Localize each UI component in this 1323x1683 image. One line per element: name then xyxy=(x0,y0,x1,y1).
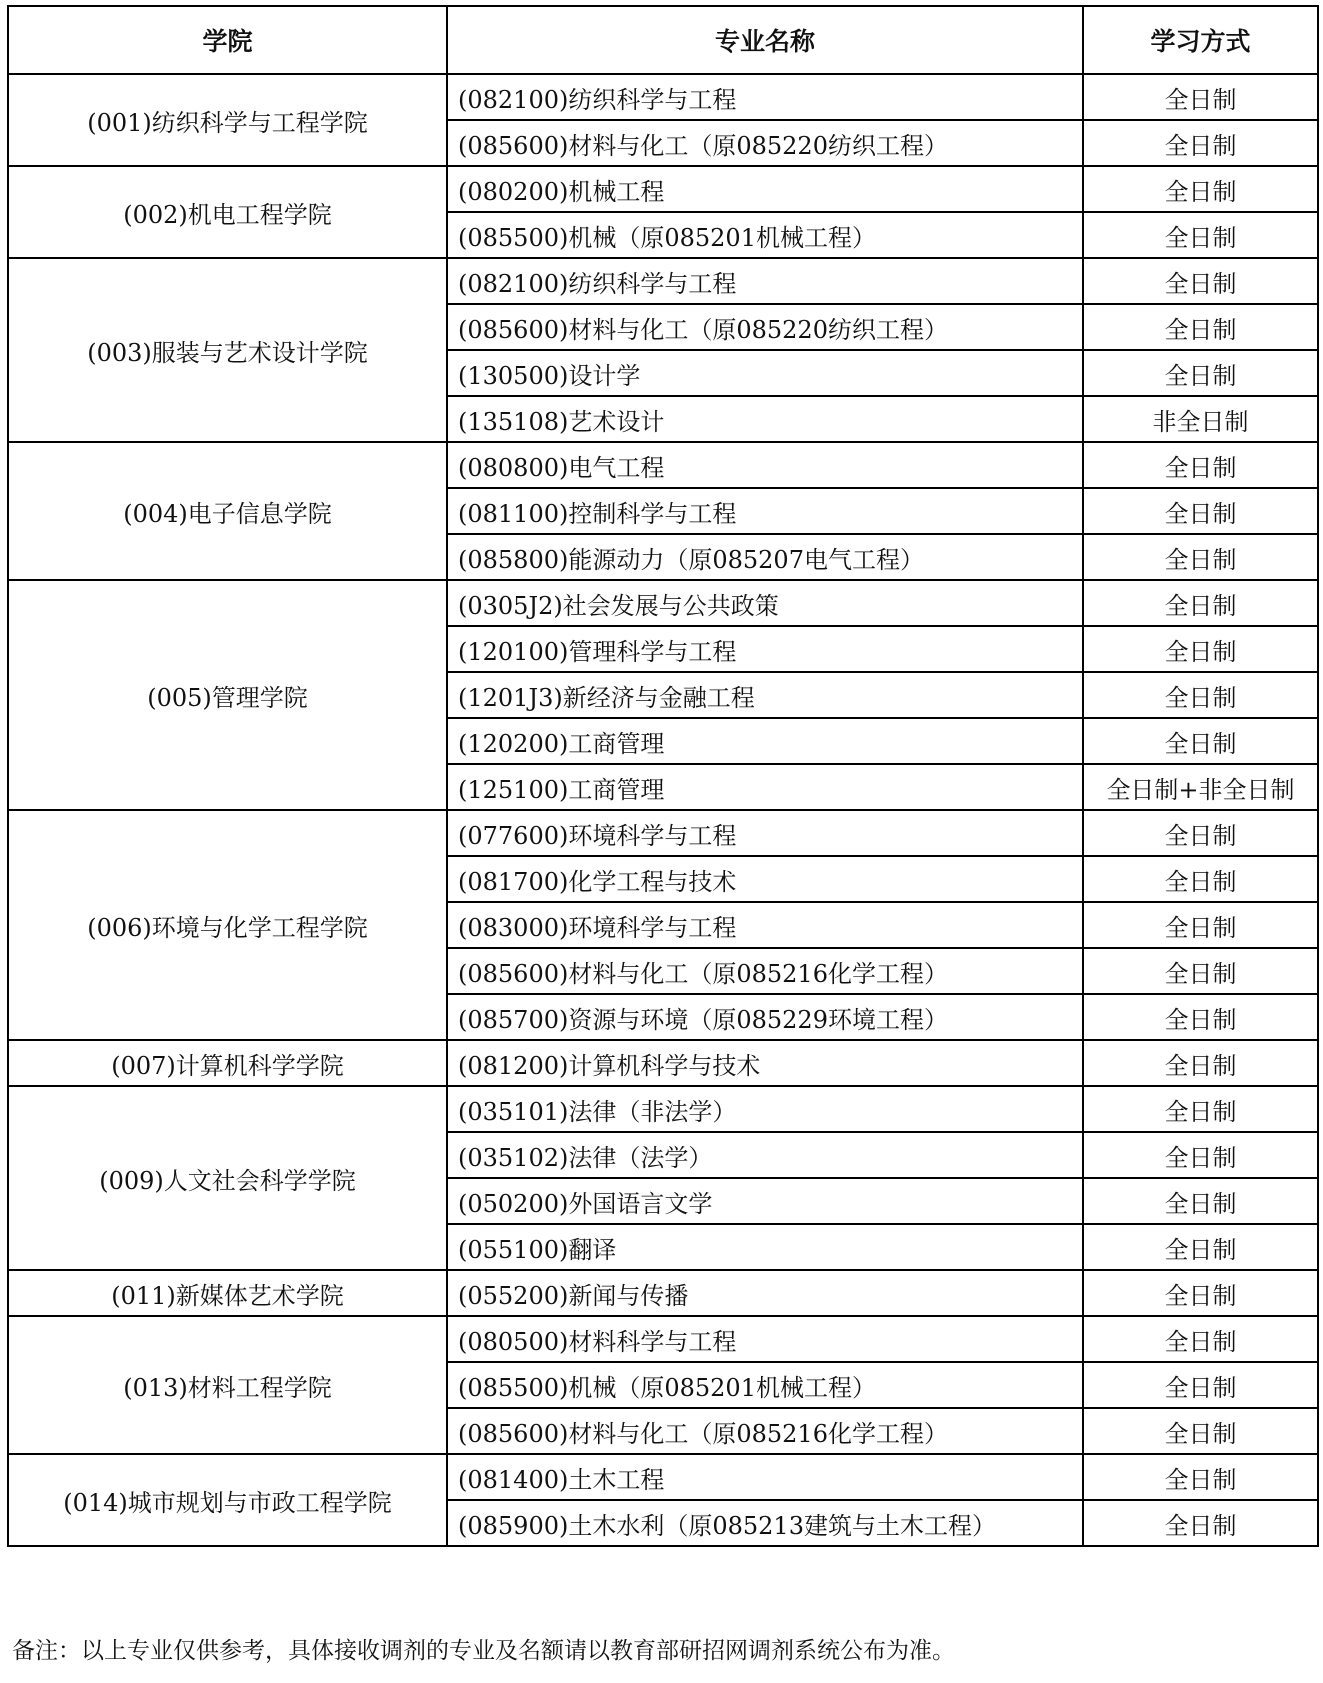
major-name: (080200)机械工程 xyxy=(447,166,1083,212)
major-name: (080800)电气工程 xyxy=(447,442,1083,488)
table-row xyxy=(8,1270,1318,1316)
study-mode: 全日制 xyxy=(1083,1224,1318,1270)
college-name: (002)机电工程学院 xyxy=(8,166,447,258)
major-name: (120100)管理科学与工程 xyxy=(447,626,1083,672)
header-college: 学院 xyxy=(8,6,447,74)
study-mode: 全日制 xyxy=(1083,856,1318,902)
study-mode: 全日制 xyxy=(1083,488,1318,534)
major-name: (035101)法律（非法学） xyxy=(447,1086,1083,1132)
study-mode: 全日制 xyxy=(1083,1408,1318,1454)
study-mode: 全日制 xyxy=(1083,810,1318,856)
table-row xyxy=(8,580,1318,626)
study-mode: 全日制 xyxy=(1083,258,1318,304)
study-mode: 全日制 xyxy=(1083,74,1318,120)
major-name: (081400)土木工程 xyxy=(447,1454,1083,1500)
major-name: (082100)纺织科学与工程 xyxy=(447,258,1083,304)
study-mode: 全日制 xyxy=(1083,1086,1318,1132)
study-mode: 全日制 xyxy=(1083,304,1318,350)
major-name: (080500)材料科学与工程 xyxy=(447,1316,1083,1362)
college-name: (004)电子信息学院 xyxy=(8,442,447,580)
college-name: (005)管理学院 xyxy=(8,580,447,810)
study-mode: 全日制 xyxy=(1083,442,1318,488)
study-mode: 全日制 xyxy=(1083,1362,1318,1408)
major-name: (085600)材料与化工（原085220纺织工程） xyxy=(447,120,1083,166)
table-row xyxy=(8,442,1318,488)
major-name: (085800)能源动力（原085207电气工程） xyxy=(447,534,1083,580)
study-mode: 全日制 xyxy=(1083,1454,1318,1500)
major-name: (050200)外国语言文学 xyxy=(447,1178,1083,1224)
study-mode: 全日制 xyxy=(1083,166,1318,212)
study-mode: 全日制 xyxy=(1083,902,1318,948)
footnote: 备注：以上专业仅供参考，具体接收调剂的专业及名额请以教育部研招网调剂系统公布为准。 xyxy=(12,1638,955,1664)
major-name: (085600)材料与化工（原085216化学工程） xyxy=(447,948,1083,994)
table-row xyxy=(8,1454,1318,1500)
study-mode: 全日制 xyxy=(1083,1270,1318,1316)
study-mode: 全日制 xyxy=(1083,1132,1318,1178)
study-mode: 全日制 xyxy=(1083,534,1318,580)
study-mode: 全日制 xyxy=(1083,1500,1318,1546)
table-row xyxy=(8,1040,1318,1086)
study-mode: 全日制 xyxy=(1083,580,1318,626)
college-name: (009)人文社会科学学院 xyxy=(8,1086,447,1270)
table-row xyxy=(8,1316,1318,1362)
study-mode: 全日制 xyxy=(1083,350,1318,396)
major-name: (055100)翻译 xyxy=(447,1224,1083,1270)
major-name: (055200)新闻与传播 xyxy=(447,1270,1083,1316)
table-row xyxy=(8,258,1318,304)
college-name: (007)计算机科学学院 xyxy=(8,1040,447,1086)
major-name: (085600)材料与化工（原085220纺织工程） xyxy=(447,304,1083,350)
major-name: (125100)工商管理 xyxy=(447,764,1083,810)
study-mode: 全日制 xyxy=(1083,672,1318,718)
table-row xyxy=(8,1086,1318,1132)
header-mode: 学习方式 xyxy=(1083,6,1318,74)
study-mode: 全日制+非全日制 xyxy=(1083,764,1318,810)
study-mode: 全日制 xyxy=(1083,1178,1318,1224)
major-name: (120200)工商管理 xyxy=(447,718,1083,764)
header-major: 专业名称 xyxy=(447,6,1083,74)
major-name: (081200)计算机科学与技术 xyxy=(447,1040,1083,1086)
study-mode: 全日制 xyxy=(1083,718,1318,764)
study-mode: 全日制 xyxy=(1083,948,1318,994)
college-name: (014)城市规划与市政工程学院 xyxy=(8,1454,447,1546)
table-row xyxy=(8,810,1318,856)
major-name: (077600)环境科学与工程 xyxy=(447,810,1083,856)
study-mode: 全日制 xyxy=(1083,626,1318,672)
major-name: (083000)环境科学与工程 xyxy=(447,902,1083,948)
college-name: (013)材料工程学院 xyxy=(8,1316,447,1454)
major-name: (082100)纺织科学与工程 xyxy=(447,74,1083,120)
major-name: (085900)土木水利（原085213建筑与土木工程） xyxy=(447,1500,1083,1546)
college-name: (006)环境与化学工程学院 xyxy=(8,810,447,1040)
study-mode: 全日制 xyxy=(1083,1040,1318,1086)
table-row xyxy=(8,74,1318,120)
table-row xyxy=(8,166,1318,212)
majors-table xyxy=(7,5,1319,1547)
college-name: (001)纺织科学与工程学院 xyxy=(8,74,447,166)
study-mode: 全日制 xyxy=(1083,994,1318,1040)
major-name: (085500)机械（原085201机械工程） xyxy=(447,212,1083,258)
major-name: (135108)艺术设计 xyxy=(447,396,1083,442)
major-name: (1201J3)新经济与金融工程 xyxy=(447,672,1083,718)
study-mode: 全日制 xyxy=(1083,212,1318,258)
major-name: (035102)法律（法学） xyxy=(447,1132,1083,1178)
table-body xyxy=(8,74,1318,1546)
major-name: (085500)机械（原085201机械工程） xyxy=(447,1362,1083,1408)
table-header-row xyxy=(8,6,1318,74)
major-name: (0305J2)社会发展与公共政策 xyxy=(447,580,1083,626)
major-name: (085600)材料与化工（原085216化学工程） xyxy=(447,1408,1083,1454)
major-name: (081100)控制科学与工程 xyxy=(447,488,1083,534)
college-name: (003)服装与艺术设计学院 xyxy=(8,258,447,442)
major-name: (085700)资源与环境（原085229环境工程） xyxy=(447,994,1083,1040)
major-name: (081700)化学工程与技术 xyxy=(447,856,1083,902)
major-name: (130500)设计学 xyxy=(447,350,1083,396)
study-mode: 全日制 xyxy=(1083,1316,1318,1362)
majors-table-container xyxy=(7,5,1317,1547)
college-name: (011)新媒体艺术学院 xyxy=(8,1270,447,1316)
study-mode: 全日制 xyxy=(1083,120,1318,166)
study-mode: 非全日制 xyxy=(1083,396,1318,442)
